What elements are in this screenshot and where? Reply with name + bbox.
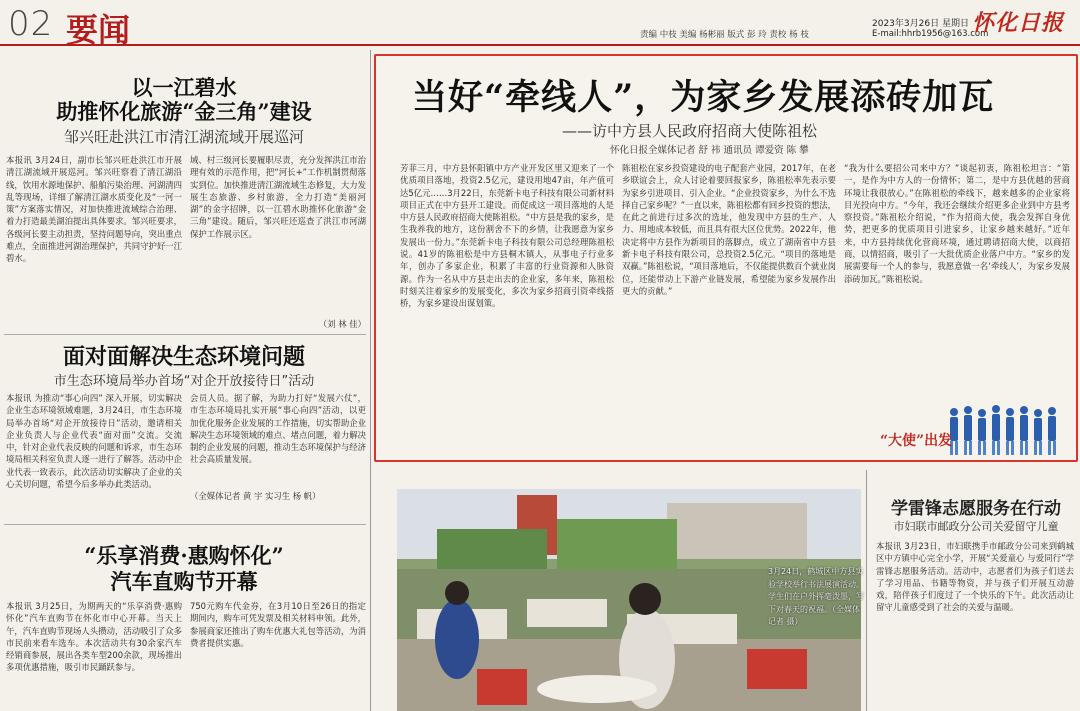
section-title: 要闻 [66,11,131,49]
newspaper-logo: 怀化日报 [972,10,1065,36]
feature-title: 当好“牵线人”，为家乡发展添砖加瓦 [412,77,995,118]
article2-title: 面对面解决生态环境问题 [62,344,305,370]
feature-column-2: 陈祖松在家乡投资建设的电子配套产业园，2017年，在老乡联谊会上，众人讨论着要回报家乡，陈祖松率先表示要为家乡引进项目、引入企业。“企业投资家乡，为什么不选择自己家乡呢？”一直以来，陈祖松都有回乡投资的想法，在此之前进行过多次的选址，他发现中方县的生产、人力、用地成本较低，而且具有很大区位优势。2022年，他决定将中方县作为新项目的落脚点，成立了湖南省中方县新卡电子科技有限公司，总投资2.5亿元。“项目的落地是双赢。”陈祖松说，“项目落地后，不仅能提供数百个就业岗位，还能带动上下游产业链发展，希望能为家乡发展作出更大的贡献。” [622,163,836,296]
article1-body-left: 本报讯 3月24日，副市长邹兴旺赴洪江市开展清江湖流域开展巡河。邹兴旺察看了清江湖沿线，饮用水源地保护、船舶污染治理、河湖清四乱等现场，详细了解清江湖水质变化及“一河一策”方案落实情况，对加快推进流域综合治理、着力打造最美湖泊提出具体要求。邹兴旺要求，各级河长要主动担责，坚持问题导向，突出重点难点，全面推进河湖治理保护，共同守护好一江碧水。 [6,155,182,264]
issue-date: 2023年3月26日 星期日 [872,19,969,29]
editor-info: 责编 中枝 美编 杨彬丽 版式 彭 玲 责校 杨 枝 [640,30,809,40]
article2-body-right: 会员人员。据了解，为助力打好“发展六仗”，市生态环境局扎实开展“事心向四”活动，以更加优化服务企业发展的工作措施，切实帮助企业解决生态环境领域的难点、堵点问题，着力解决制约企业发展的问题，推动生态环境保护与经济社会高质量发展。 [190,393,366,465]
article1-title-line2: 助推怀化旅游“金三角”建设 [56,99,312,124]
feature-column-1: 芳菲三月，中方县怀阳镇中方产业开发区里又迎来了一个优质项目落地，投资2.5亿元，建设用地47亩，年产值可达5亿元……3月22日，东莞新卡电子科技有限公司新材料项目正式在中方县开工建设。而促成这一项目落地的人是中方县人民政府招商大使陈祖松。“中方县是我的家乡，是生我养我的地方，这份割舍不下的乡情，让我愿意为家乡发展出一份力。”东莞新卡电子科技有限公司总经理陈祖松说。41岁的陈祖松是中方县桐木镇人，从事电子行业多年，创办了多家企业，积累了丰富的行业资源和人脉资源。作为一名从中方县走出去的企业家，多年来，陈祖松时刻关注着家乡的发展变化，多次为家乡招商引资牵线搭桥，为家乡建设出谋划策。 [400,163,614,309]
column-divider [866,470,867,711]
column-divider [370,50,371,711]
article4-subtitle: 市妇联市邮政分公司关爱留守儿童 [893,520,1059,533]
contact-email: E-mail:hhrb1956@163.com [872,29,989,39]
article3-body-left: 本报讯 3月25日，为期两天的“乐享消费·惠购怀化”汽车直购节在怀化市中心开幕。当天上午，汽车直购节现场人头攒动，活动吸引了众多市民前来看车选车。本次活动共有30余家汽车经销商参展，展出各类车型200余款，现场推出多项优惠措施，吸引市民踊跃参与。 [6,601,182,673]
page-header [0,0,1080,49]
feature-byline: 怀化日报全媒体记者 舒 祎 通讯员 谭爱资 陈 攀 [610,145,809,156]
page-number: 02 [8,4,54,44]
article2-body-left: 本报讯 为推动“事心向四” 深入开展，切实解决企业生态环境领域难题，3月24日，市生态环境局举办首场“对企开放接待日”活动，邀请相关企业负责人与企业代表“面对面”交流。交流中，针对企业代表反映的问题和诉求，市生态环境局相关科室负责人逐一进行了解答。活动中企业代表一致表示，此次活动切实解决了企业的关心关切问题，希望今后多举办此类活动。 [6,393,182,490]
article-divider [4,524,366,525]
article1-body-right: 域、村三级河长要履职尽责，充分发挥洪江市治理有效的示范作用，把“河长+”工作机制贯彻落实到位。加快推进清江湖流域生态修复，大力发展生态旅游、乡村旅游，全力打造“美丽河湖”的金字招牌，以一江碧水助推怀化旅游“金三角”建设。随后，邹兴旺还巡查了洪江市河湖保护工作展示区。 [190,155,366,239]
article3-body-right: 750元购车代金券，在3月10日至26日的指定期间内，购车可凭发票及相关材料申领。此外，参展商家还推出了购车优惠大礼包等活动，为消费者提供实惠。 [190,601,366,648]
article4-body: 本报讯 3月23日，市妇联携手市邮政分公司来到鹤城区中方镇中心完全小学，开展“关爱童心 与爱同行”学雷锋志愿服务活动。活动中，志愿者们为孩子们送去了学习用品、书籍等物资，并与孩子们开展互动游戏，陪伴孩子们度过了一个快乐的下午。此次活动让留守儿童感受到了社会的关爱与温暖。 [876,541,1074,613]
article4-title: 学雷锋志愿服务在行动 [891,499,1061,519]
article3-title-line1: “乐享消费·惠购怀化” [84,543,284,568]
photo-caption: 3月24日，鹤城区中方县实验学校举行书法展演活动。学生们在户外挥毫泼墨，写下对春天的祝福。（全媒体记者 摄） [768,567,864,626]
article2-credit: （全媒体记者 黄 宇 实习生 杨 帆） [190,491,321,501]
article2-subtitle: 市生态环境局举办首场“对企开放接待日”活动 [53,374,315,389]
article3-title-line2: 汽车直购节开幕 [110,569,258,594]
article1-subtitle: 邹兴旺赴洪江市清江湖流域开展巡河 [63,128,304,146]
article-divider [4,334,366,335]
feature-column-3: “我为什么要招公司来中方？”谈起初衷，陈祖松坦言：“第一，是作为中方人的一份情怀；第二，是中方县优越的营商环境让我很放心。”在陈祖松的牵线下，越来越多的企业家将目光投向中方。“今年，我还会继续介绍更多企业到中方县考察投资。”陈祖松介绍说，“作为招商大使，我会发挥自身优势，把更多的优质项目引进家乡，让家乡越来越好。”近年来，中方县持续优化营商环境，通过聘请招商大使，以商招商，以情招商，吸引了一大批优质企业落户中方。“家乡的发展需要每一个人的参与，我愿意做一名‘牵线人’，为家乡发展添砖加瓦。”陈祖松说。 [844,163,1070,284]
feature-subtitle: ——访中方县人民政府招商大使陈祖松 [562,122,818,140]
article1-credit: （刘 林 佳） [318,319,366,329]
article1-title-line1: 以一江碧水 [131,75,237,100]
ambassador-badge: “大使”出发 [880,433,953,449]
